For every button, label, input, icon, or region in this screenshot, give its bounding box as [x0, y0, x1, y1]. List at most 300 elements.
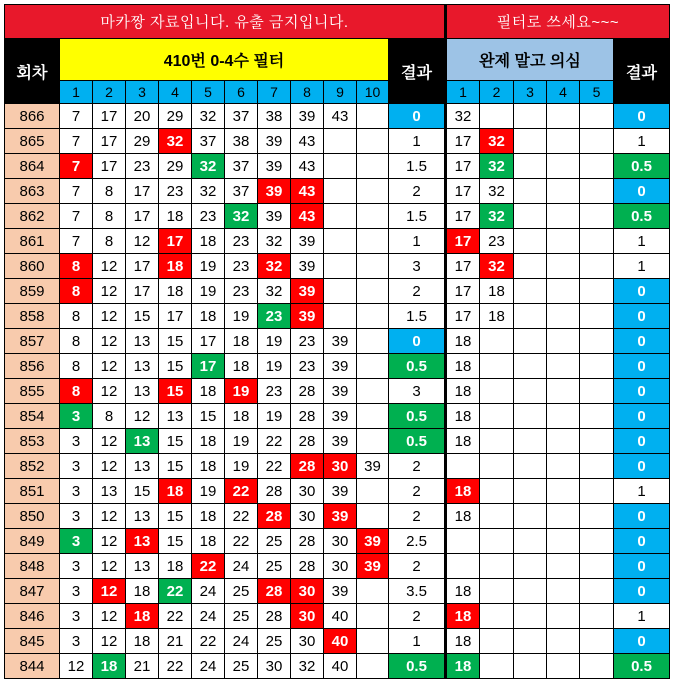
table-row [5, 304, 670, 329]
second-cell [547, 604, 580, 629]
table-row [5, 279, 670, 304]
second-cell [580, 504, 614, 529]
filter-cell: 3 [60, 604, 93, 629]
result-cell: 0.5 [389, 354, 446, 379]
filter-cell: 15 [159, 329, 192, 354]
filter-cell: 23 [258, 379, 291, 404]
second-cell: 17 [446, 129, 480, 154]
second-cell [514, 404, 547, 429]
filter-cell: 39 [357, 529, 389, 554]
filter-cell: 3 [60, 429, 93, 454]
filter-cell: 12 [126, 229, 159, 254]
result-cell: 1.5 [389, 154, 446, 179]
filter-cell: 39 [291, 104, 324, 129]
second-cell [580, 529, 614, 554]
filter-cell [357, 329, 389, 354]
second-cell [547, 504, 580, 529]
filter-cell: 25 [225, 579, 258, 604]
filter-cell: 20 [126, 104, 159, 129]
filter-cell: 38 [258, 104, 291, 129]
second-cell [514, 504, 547, 529]
filter-cell: 15 [159, 429, 192, 454]
second-cell [580, 104, 614, 129]
filter-cell: 19 [225, 429, 258, 454]
second-cell [480, 604, 514, 629]
round-cell: 853 [5, 429, 60, 454]
table-row [5, 104, 670, 129]
second-cell [514, 254, 547, 279]
result2-cell: 1 [614, 229, 670, 254]
filter-col-number: 7 [258, 81, 291, 104]
result2-cell: 0 [614, 279, 670, 304]
filter-cell: 39 [258, 204, 291, 229]
filter-cell [324, 304, 357, 329]
filter-cell: 39 [324, 479, 357, 504]
second-cell: 18 [446, 579, 480, 604]
filter-cell: 29 [159, 104, 192, 129]
filter-cell: 39 [291, 229, 324, 254]
second-cell: 17 [446, 254, 480, 279]
filter-cell: 22 [258, 454, 291, 479]
filter-cell: 32 [225, 204, 258, 229]
filter-cell: 39 [324, 329, 357, 354]
table-row [5, 579, 670, 604]
result-cell: 3.5 [389, 579, 446, 604]
table-row [5, 154, 670, 179]
result2-cell: 0 [614, 179, 670, 204]
filter-col-number: 6 [225, 81, 258, 104]
filter-col-number: 10 [357, 81, 389, 104]
second-cell: 17 [446, 204, 480, 229]
filter-cell: 39 [324, 579, 357, 604]
filter-cell: 28 [258, 604, 291, 629]
filter-cell: 28 [258, 579, 291, 604]
filter-cell: 18 [192, 504, 225, 529]
filter-cell: 19 [225, 304, 258, 329]
filter-cell: 32 [192, 104, 225, 129]
filter-cell [324, 254, 357, 279]
filter-cell: 8 [60, 254, 93, 279]
second-cell [547, 254, 580, 279]
second-cell [480, 354, 514, 379]
filter-cell: 18 [126, 604, 159, 629]
second-cell: 17 [446, 179, 480, 204]
filter-cell: 7 [60, 229, 93, 254]
result2-cell: 0 [614, 329, 670, 354]
filter-cell: 18 [159, 204, 192, 229]
filter-col-number: 5 [192, 81, 225, 104]
filter-cell: 19 [258, 329, 291, 354]
filter-cell: 32 [258, 279, 291, 304]
second-col-number: 2 [480, 81, 514, 104]
filter-cell: 12 [93, 379, 126, 404]
filter-cell: 37 [225, 179, 258, 204]
filter-cell: 18 [192, 304, 225, 329]
second-cell [547, 204, 580, 229]
result2-cell: 0 [614, 629, 670, 654]
filter-cell: 21 [159, 629, 192, 654]
second-cell [480, 104, 514, 129]
round-cell: 863 [5, 179, 60, 204]
filter-cell: 22 [159, 654, 192, 679]
second-cell [514, 104, 547, 129]
second-cell [480, 529, 514, 554]
second-cell: 32 [480, 204, 514, 229]
second-cell [547, 304, 580, 329]
filter-cell: 39 [357, 454, 389, 479]
filter-cell: 15 [159, 354, 192, 379]
filter-cell [324, 154, 357, 179]
second-cell [514, 554, 547, 579]
second-cell [514, 329, 547, 354]
second-cell [480, 329, 514, 354]
filter-cell [324, 279, 357, 304]
result-cell: 1.5 [389, 204, 446, 229]
filter-cell: 39 [258, 129, 291, 154]
result-cell: 2 [389, 554, 446, 579]
result-cell: 0 [389, 329, 446, 354]
round-cell: 865 [5, 129, 60, 154]
round-cell: 860 [5, 254, 60, 279]
filter-cell: 22 [225, 504, 258, 529]
filter-cell: 30 [291, 629, 324, 654]
second-title: 완제 말고 의심 [446, 39, 614, 81]
filter-cell [324, 179, 357, 204]
filter-cell: 12 [93, 304, 126, 329]
second-cell [514, 629, 547, 654]
second-cell [580, 579, 614, 604]
filter-cell [357, 604, 389, 629]
filter-cell: 23 [225, 279, 258, 304]
filter-cell: 24 [225, 554, 258, 579]
filter-cell: 21 [126, 654, 159, 679]
result2-cell: 1 [614, 129, 670, 154]
second-cell [580, 129, 614, 154]
second-cell [514, 579, 547, 604]
round-cell: 845 [5, 629, 60, 654]
filter-cell: 32 [159, 129, 192, 154]
table-row [5, 654, 670, 679]
filter-cell: 39 [324, 504, 357, 529]
filter-cell: 15 [192, 404, 225, 429]
filter-cell: 13 [126, 379, 159, 404]
result-cell: 1 [389, 129, 446, 154]
filter-cell: 23 [258, 304, 291, 329]
filter-cell: 3 [60, 554, 93, 579]
second-cell [547, 454, 580, 479]
filter-cell: 29 [159, 154, 192, 179]
result2-cell: 0.5 [614, 654, 670, 679]
second-cell [514, 379, 547, 404]
second-cell [514, 354, 547, 379]
table-row [5, 229, 670, 254]
filter-cell: 32 [258, 254, 291, 279]
second-cell: 18 [446, 404, 480, 429]
second-cell [547, 429, 580, 454]
second-cell [547, 379, 580, 404]
filter-cell: 18 [225, 329, 258, 354]
filter-cell: 12 [93, 529, 126, 554]
filter-cell: 39 [258, 154, 291, 179]
second-cell [480, 429, 514, 454]
filter-cell: 18 [126, 579, 159, 604]
filter-col-number: 8 [291, 81, 324, 104]
filter-cell: 12 [93, 454, 126, 479]
result-cell: 2 [389, 279, 446, 304]
filter-cell [357, 504, 389, 529]
filter-cell: 17 [126, 279, 159, 304]
filter-cell: 13 [126, 429, 159, 454]
second-cell: 17 [446, 229, 480, 254]
filter-cell: 28 [291, 454, 324, 479]
filter-cell: 37 [225, 154, 258, 179]
filter-cell [357, 479, 389, 504]
filter-cell: 30 [291, 504, 324, 529]
filter-cell: 28 [291, 379, 324, 404]
second-cell [480, 579, 514, 604]
filter-cell: 18 [192, 379, 225, 404]
filter-cell: 28 [258, 479, 291, 504]
second-cell [514, 604, 547, 629]
filter-cell: 39 [291, 254, 324, 279]
filter-cell: 15 [126, 304, 159, 329]
round-cell: 861 [5, 229, 60, 254]
second-cell [580, 429, 614, 454]
filter-table [4, 4, 670, 679]
result-cell: 0 [389, 104, 446, 129]
result-cell: 2 [389, 179, 446, 204]
filter-cell: 39 [324, 379, 357, 404]
filter-cell: 7 [60, 179, 93, 204]
result2-cell: 0 [614, 454, 670, 479]
filter-cell: 18 [159, 479, 192, 504]
filter-cell: 13 [126, 329, 159, 354]
filter-cell [324, 129, 357, 154]
result-cell: 2 [389, 454, 446, 479]
second-cell [547, 579, 580, 604]
filter-cell: 29 [126, 129, 159, 154]
result-cell: 2 [389, 604, 446, 629]
filter-cell [357, 229, 389, 254]
filter-cell: 43 [291, 204, 324, 229]
filter-cell [324, 204, 357, 229]
second-cell [514, 429, 547, 454]
filter-cell: 30 [324, 529, 357, 554]
filter-cell: 18 [159, 554, 192, 579]
table-row [5, 204, 670, 229]
filter-cell: 17 [126, 179, 159, 204]
round-cell: 844 [5, 654, 60, 679]
second-cell [547, 404, 580, 429]
filter-cell [357, 279, 389, 304]
filter-cell: 40 [324, 654, 357, 679]
second-cell [480, 479, 514, 504]
filter-col-number: 4 [159, 81, 192, 104]
filter-cell: 17 [126, 254, 159, 279]
filter-cell: 28 [258, 504, 291, 529]
second-cell [514, 654, 547, 679]
second-cell [514, 179, 547, 204]
round-cell: 862 [5, 204, 60, 229]
second-cell [580, 604, 614, 629]
filter-cell: 8 [60, 379, 93, 404]
filter-cell: 17 [126, 204, 159, 229]
second-cell [446, 529, 480, 554]
filter-cell [357, 154, 389, 179]
result2-cell: 0 [614, 354, 670, 379]
filter-cell: 30 [324, 454, 357, 479]
second-cell [547, 104, 580, 129]
filter-cell: 18 [93, 654, 126, 679]
filter-cell: 3 [60, 504, 93, 529]
filter-cell [357, 304, 389, 329]
result2-cell: 1 [614, 254, 670, 279]
second-cell [480, 554, 514, 579]
second-cell: 18 [446, 479, 480, 504]
second-col-number: 5 [580, 81, 614, 104]
filter-cell: 23 [159, 179, 192, 204]
filter-cell: 30 [258, 654, 291, 679]
round-cell: 856 [5, 354, 60, 379]
second-cell [514, 304, 547, 329]
result-cell: 1.5 [389, 304, 446, 329]
filter-cell: 18 [192, 429, 225, 454]
second-cell [580, 454, 614, 479]
filter-cell: 18 [192, 529, 225, 554]
filter-cell: 43 [291, 179, 324, 204]
filter-cell [357, 129, 389, 154]
round-cell: 864 [5, 154, 60, 179]
filter-cell [357, 654, 389, 679]
filter-cell: 8 [60, 354, 93, 379]
second-cell [580, 554, 614, 579]
result2-cell: 0.5 [614, 154, 670, 179]
filter-cell: 22 [192, 554, 225, 579]
second-cell: 32 [480, 179, 514, 204]
round-cell: 859 [5, 279, 60, 304]
second-cell [580, 254, 614, 279]
filter-cell [357, 429, 389, 454]
second-cell [580, 204, 614, 229]
result-cell: 0.5 [389, 654, 446, 679]
filter-cell: 17 [93, 104, 126, 129]
filter-cell: 8 [60, 329, 93, 354]
second-cell [580, 179, 614, 204]
table-row [5, 254, 670, 279]
round-cell: 846 [5, 604, 60, 629]
round-cell: 857 [5, 329, 60, 354]
second-cell [547, 354, 580, 379]
second-cell [547, 479, 580, 504]
second-cell [547, 554, 580, 579]
filter-cell: 8 [60, 304, 93, 329]
second-cell [480, 404, 514, 429]
table-row [5, 404, 670, 429]
filter-cell: 32 [291, 654, 324, 679]
second-cell [514, 204, 547, 229]
banner-left: 마카짱 자료입니다. 유출 금지입니다. [5, 5, 446, 39]
filter-cell: 3 [60, 404, 93, 429]
result-cell: 0.5 [389, 429, 446, 454]
second-cell [580, 379, 614, 404]
filter-cell: 7 [60, 129, 93, 154]
banner-right: 필터로 쓰세요~~~ [446, 5, 670, 39]
filter-cell: 8 [93, 404, 126, 429]
second-cell: 18 [446, 354, 480, 379]
filter-cell: 3 [60, 629, 93, 654]
filter-cell: 15 [159, 504, 192, 529]
filter-cell: 22 [159, 604, 192, 629]
filter-cell [357, 104, 389, 129]
filter-cell [357, 204, 389, 229]
second-col-number: 4 [547, 81, 580, 104]
filter-cell: 43 [324, 104, 357, 129]
result2-cell: 0 [614, 529, 670, 554]
filter-cell [324, 229, 357, 254]
table-row [5, 354, 670, 379]
table-row [5, 554, 670, 579]
filter-cell: 23 [225, 254, 258, 279]
filter-cell: 28 [291, 529, 324, 554]
result2-cell: 0.5 [614, 204, 670, 229]
result-cell: 3 [389, 379, 446, 404]
filter-title: 410번 0-4수 필터 [60, 39, 389, 81]
filter-cell: 12 [93, 579, 126, 604]
filter-col-number: 2 [93, 81, 126, 104]
second-cell [547, 229, 580, 254]
filter-cell: 13 [126, 554, 159, 579]
filter-cell: 22 [258, 429, 291, 454]
filter-cell: 19 [192, 479, 225, 504]
table-row [5, 504, 670, 529]
filter-cell: 22 [225, 529, 258, 554]
filter-cell: 22 [225, 479, 258, 504]
filter-cell: 12 [93, 629, 126, 654]
filter-cell: 39 [324, 354, 357, 379]
filter-cell: 12 [93, 429, 126, 454]
filter-cell: 24 [192, 579, 225, 604]
second-cell: 18 [480, 304, 514, 329]
filter-cell: 22 [192, 629, 225, 654]
second-cell: 32 [480, 254, 514, 279]
result-cell: 1 [389, 629, 446, 654]
result2-cell: 0 [614, 404, 670, 429]
filter-cell: 39 [324, 404, 357, 429]
second-cell: 18 [480, 279, 514, 304]
table-row [5, 454, 670, 479]
second-cell [480, 504, 514, 529]
second-cell [547, 279, 580, 304]
round-cell: 866 [5, 104, 60, 129]
filter-cell: 18 [159, 254, 192, 279]
result-cell: 0.5 [389, 404, 446, 429]
second-cell [480, 629, 514, 654]
filter-cell: 12 [93, 604, 126, 629]
second-cell [580, 304, 614, 329]
filter-cell: 39 [324, 429, 357, 454]
filter-cell [357, 629, 389, 654]
filter-cell: 12 [93, 554, 126, 579]
result2-cell: 0 [614, 429, 670, 454]
table-row [5, 329, 670, 354]
round-cell: 847 [5, 579, 60, 604]
second-cell [514, 279, 547, 304]
second-cell [580, 354, 614, 379]
filter-cell [357, 354, 389, 379]
second-cell [480, 454, 514, 479]
result2-cell: 0 [614, 379, 670, 404]
filter-cell: 19 [258, 404, 291, 429]
